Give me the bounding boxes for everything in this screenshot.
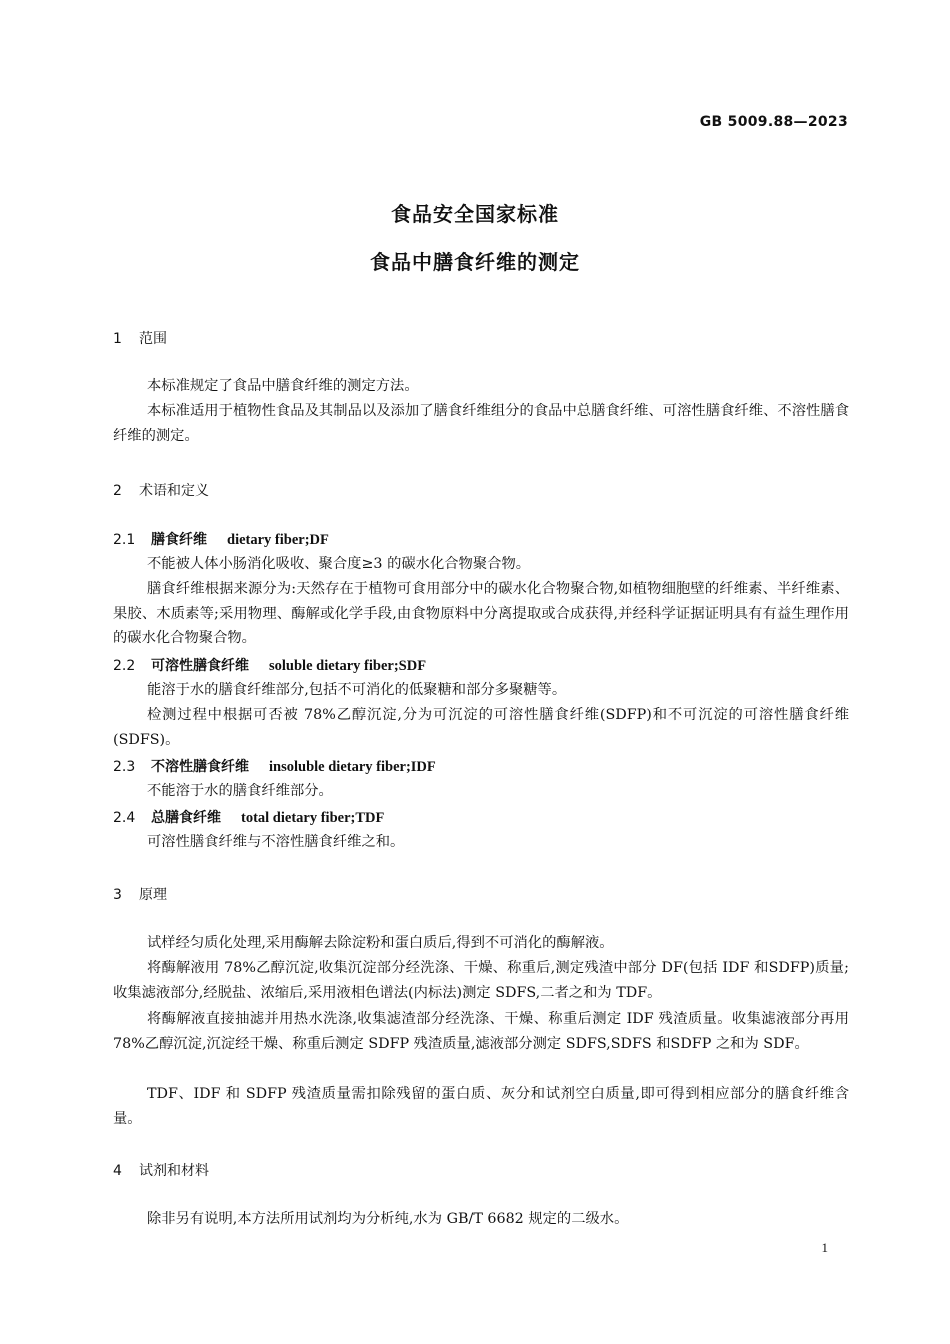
page-number: 1 xyxy=(821,1240,828,1255)
term-heading-2-4 xyxy=(113,807,384,827)
paragraph: 检测过程中根据可否被 78%乙醇沉淀,分为可沉淀的可溶性膳食纤维(SDFP)和不可沉淀的可溶性膳食纤维(SDFS)。 xyxy=(113,707,849,748)
section-heading-terms xyxy=(113,480,209,500)
term-number: 2.2 xyxy=(113,658,136,674)
paragraph: 膳食纤维根据来源分为:天然存在于植物可食用部分中的碳水化合物聚合物,如植物细胞壁的纤维素、半纤维素、果胶、木质素等;采用物理、酶解或化学手段,由食物原料中分离提取或合成获得,并经科学证据证明具有有益生理作用的碳水化合物聚合物。 xyxy=(113,581,849,646)
section-heading-scope xyxy=(113,328,167,348)
term-english: insoluble dietary fiber;IDF xyxy=(269,759,436,775)
paragraph: 本标准规定了食品中膳食纤维的测定方法。 xyxy=(147,378,419,394)
term-heading-2-2 xyxy=(113,655,426,675)
term-name: 可溶性膳食纤维 xyxy=(151,658,249,674)
section-number: 2 xyxy=(113,483,122,499)
term-name: 总膳食纤维 xyxy=(151,810,221,826)
section-number: 4 xyxy=(113,1163,122,1179)
paragraph: 除非另有说明,本方法所用试剂均为分析纯,水为 GB/T 6682 规定的二级水。 xyxy=(147,1211,629,1227)
term-number: 2.1 xyxy=(113,532,136,548)
paragraph: 将酶解液直接抽滤并用热水洗涤,收集滤渣部分经洗涤、干燥、称重后测定 IDF 残渣质量。收集滤液部分再用 78%乙醇沉淀,沉淀经干燥、称重后测定 SDFP 残渣质量,滤液部分测定 SDFS,SDFS 和SDFP 之和为 SDF。 xyxy=(113,1011,849,1052)
term-number: 2.3 xyxy=(113,759,136,775)
section-heading-principle xyxy=(113,884,167,904)
paragraph: 本标准适用于植物性食品及其制品以及添加了膳食纤维组分的食品中总膳食纤维、可溶性膳食纤维、不溶性膳食纤维的测定。 xyxy=(113,403,849,444)
section-title: 范围 xyxy=(139,331,167,347)
term-english: soluble dietary fiber;SDF xyxy=(269,658,427,674)
paragraph: 将酶解液用 78%乙醇沉淀,收集沉淀部分经洗涤、干燥、称重后,测定残渣中部分 DF(包括 IDF 和SDFP)质量;收集滤液部分,经脱盐、浓缩后,采用液相色谱法(内标法)测定 SDFS,二者之和为 TDF。 xyxy=(113,960,849,1001)
section-title: 原理 xyxy=(139,887,167,903)
paragraph: TDF、IDF 和 SDFP 残渣质量需扣除残留的蛋白质、灰分和试剂空白质量,即可得到相应部分的膳食纤维含量。 xyxy=(113,1086,849,1127)
term-heading-2-3 xyxy=(113,756,436,776)
paragraph: 不能溶于水的膳食纤维部分。 xyxy=(147,783,333,799)
document-title-line-1: 食品安全国家标准 xyxy=(391,202,559,226)
term-name: 不溶性膳食纤维 xyxy=(151,759,249,775)
term-english: dietary fiber;DF xyxy=(227,532,329,548)
paragraph: 可溶性膳食纤维与不溶性膳食纤维之和。 xyxy=(147,834,405,850)
section-number: 3 xyxy=(113,887,122,903)
document-title-line-2: 食品中膳食纤维的测定 xyxy=(370,250,580,274)
term-number: 2.4 xyxy=(113,810,136,826)
paragraph: 能溶于水的膳食纤维部分,包括不可消化的低聚糖和部分多聚糖等。 xyxy=(147,682,567,698)
paragraph: 不能被人体小肠消化吸收、聚合度≥3 的碳水化合物聚合物。 xyxy=(147,556,531,572)
term-heading-2-1 xyxy=(113,529,329,549)
term-name: 膳食纤维 xyxy=(151,532,207,548)
paragraph: 试样经匀质化处理,采用酶解去除淀粉和蛋白质后,得到不可消化的酶解液。 xyxy=(147,935,614,951)
section-title: 试剂和材料 xyxy=(139,1163,209,1179)
section-heading-reagents xyxy=(113,1160,209,1180)
section-title: 术语和定义 xyxy=(139,483,209,499)
section-number: 1 xyxy=(113,331,122,347)
term-english: total dietary fiber;TDF xyxy=(241,810,385,826)
standard-code: GB 5009.88—2023 xyxy=(699,114,848,130)
